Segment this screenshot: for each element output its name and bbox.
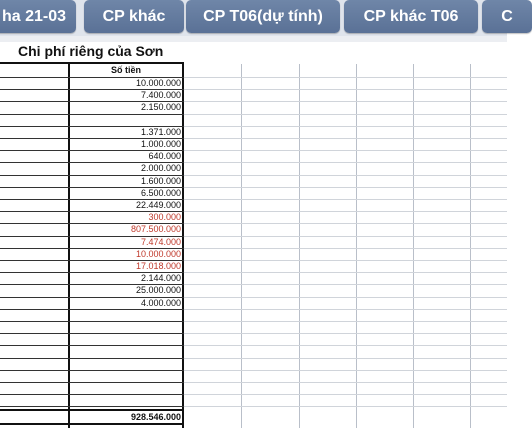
amount-cell[interactable] (69, 334, 181, 345)
header-top-border (0, 62, 184, 64)
grid-row-line (184, 236, 507, 237)
grid-column-line (299, 64, 300, 428)
grid-row-line (184, 321, 507, 322)
amount-cell[interactable]: 2.150.000 (140, 102, 181, 112)
amount-cell[interactable] (69, 359, 181, 370)
sheet-bottom-edge (0, 428, 507, 446)
amount-cell[interactable]: 10.000.000 (135, 78, 181, 88)
grid-row-line (184, 223, 507, 224)
amount-cell[interactable]: 1.000.000 (140, 139, 181, 149)
grid-row-line (184, 114, 507, 115)
amount-cell[interactable] (69, 371, 181, 382)
amount-cell[interactable]: 2.144.000 (140, 273, 181, 283)
grid-row-line (184, 162, 507, 163)
sheet-tab-cp-t06-du-tinh[interactable]: CP T06(dự tính) (186, 0, 340, 33)
amount-cell[interactable]: 807.500.000 (130, 224, 181, 234)
amount-cell[interactable]: 7.400.000 (140, 90, 181, 100)
grid-row-line (184, 260, 507, 261)
amount-cell[interactable]: 640.000 (148, 151, 181, 161)
grid-row-line (184, 211, 507, 212)
grid-row-line (184, 345, 507, 346)
spreadsheet-grid[interactable] (0, 42, 507, 446)
grid-row-line (184, 309, 507, 310)
amount-cell[interactable]: 17.018.000 (135, 261, 181, 271)
grid-row-line (184, 272, 507, 273)
total-bottom-border (0, 423, 184, 425)
amount-cell[interactable] (69, 395, 181, 406)
grid-row-line (184, 126, 507, 127)
sheet-tab-cp-khac-t06[interactable]: CP khác T06 (344, 0, 478, 33)
grid-row-line (184, 284, 507, 285)
amount-cell[interactable]: 22.449.000 (135, 200, 181, 210)
grid-row-line (184, 406, 507, 407)
grid-row-line (184, 77, 507, 78)
grid-column-line (356, 64, 357, 428)
amount-cell[interactable] (69, 346, 181, 357)
grid-row-line (184, 370, 507, 371)
total-amount: 928.546.000 (130, 412, 181, 422)
grid-row-line (184, 333, 507, 334)
amount-cell[interactable]: 6.500.000 (140, 188, 181, 198)
amount-cell[interactable]: 7.474.000 (140, 237, 181, 247)
amount-cell[interactable]: 25.000.000 (135, 285, 181, 295)
amount-cell[interactable]: 1.600.000 (140, 176, 181, 186)
sheet-title: Chi phí riêng của Sơn (18, 43, 164, 59)
grid-row-line (184, 175, 507, 176)
amount-column-header: Số tiền (110, 65, 141, 75)
grid-column-line (241, 64, 242, 428)
amount-cell[interactable]: 10.000.000 (135, 249, 181, 259)
right-column-border (182, 64, 184, 428)
grid-row-line (184, 150, 507, 151)
amount-cell[interactable]: 300.000 (148, 212, 181, 222)
sheet-tab-bar (0, 0, 513, 36)
sheet-tab-next[interactable]: C (482, 0, 532, 33)
grid-row-line (184, 187, 507, 188)
grid-row-line (184, 394, 507, 395)
sheet-tab-cha-21-03[interactable]: ha 21-03 (0, 0, 76, 33)
amount-cell[interactable]: 2.000.000 (140, 163, 181, 173)
grid-row-line (184, 101, 507, 102)
amount-cell[interactable] (69, 322, 181, 333)
amount-cell[interactable] (69, 310, 181, 321)
amount-cell[interactable]: 4.000.000 (140, 298, 181, 308)
amount-cell[interactable]: 1.371.000 (140, 127, 181, 137)
grid-row-line (184, 297, 507, 298)
total-top-border (0, 409, 184, 411)
row-border (0, 406, 184, 407)
grid-row-line (184, 199, 507, 200)
grid-row-line (184, 138, 507, 139)
amount-cell[interactable] (69, 383, 181, 394)
grid-row-line (184, 358, 507, 359)
grid-column-line (470, 64, 471, 428)
amount-cell[interactable] (69, 115, 181, 126)
grid-row-line (184, 382, 507, 383)
sheet-tab-cp-khac[interactable]: CP khác (84, 0, 184, 33)
grid-row-line (184, 89, 507, 90)
grid-row-line (184, 248, 507, 249)
grid-column-line (413, 64, 414, 428)
